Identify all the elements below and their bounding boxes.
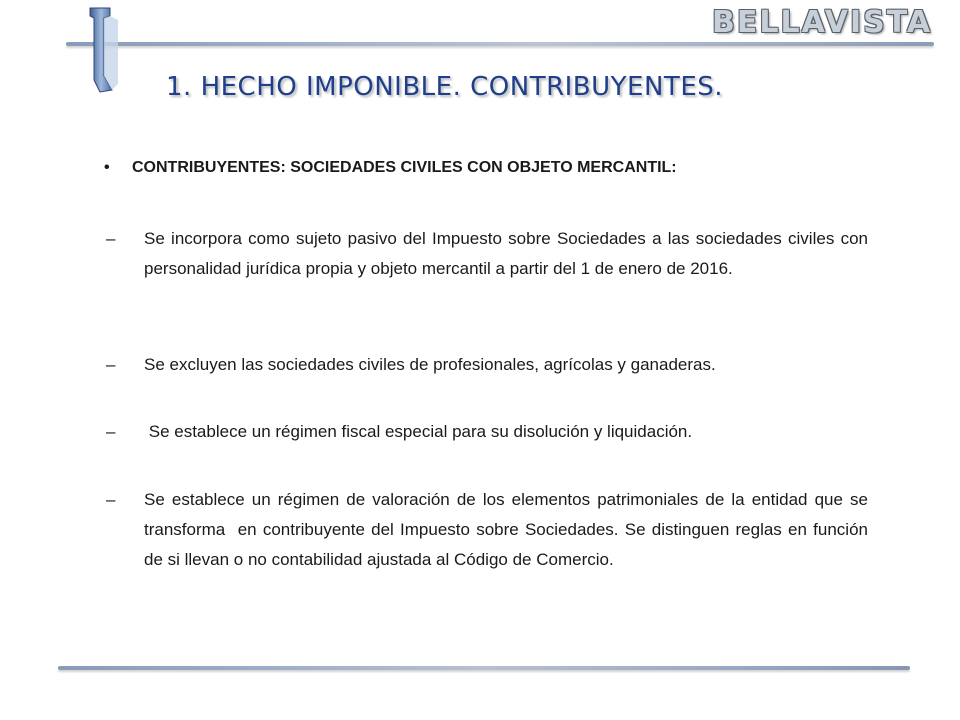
slide-title: 1. HECHO IMPONIBLE. CONTRIBUYENTES. <box>166 72 724 102</box>
list-item <box>106 224 868 284</box>
list-item <box>106 417 868 447</box>
bellavista-logo-icon <box>86 6 126 94</box>
list-item <box>106 485 873 575</box>
bullet-heading-text: CONTRIBUYENTES: SOCIEDADES CIVILES CON OBJETO MERCANTIL: <box>132 159 677 176</box>
list-item <box>106 350 868 380</box>
list-item-text: Se incorpora como sujeto pasivo del Impuesto sobre Sociedades a las sociedades civiles con personalidad jurídica propia y objeto mercantil a partir del 1 de enero de 2016. <box>144 229 868 278</box>
list-item-text: Se excluyen las sociedades civiles de profesionales, agrícolas y ganaderas. <box>144 355 716 374</box>
footer-rule <box>58 666 910 670</box>
bullet-dot-icon: • <box>104 159 110 176</box>
header-rule <box>66 42 934 46</box>
brand-name: BELLAVISTA <box>712 5 933 40</box>
dash-marker: – <box>106 490 116 509</box>
list-item-text: Se establece un régimen de valoración de los elementos patrimoniales de la entidad que se transforma en contribuyente del Impuesto sobre Sociedades. Se distinguen reglas en función de si llevan o no contabilidad ajustada al Código de Comercio. <box>144 490 873 569</box>
dash-marker: – <box>106 229 116 248</box>
dash-marker: – <box>106 422 116 441</box>
list-item-text: Se establece un régimen fiscal especial para su disolución y liquidación. <box>144 422 693 441</box>
dash-marker: – <box>106 355 116 374</box>
bullet-heading <box>104 156 884 180</box>
